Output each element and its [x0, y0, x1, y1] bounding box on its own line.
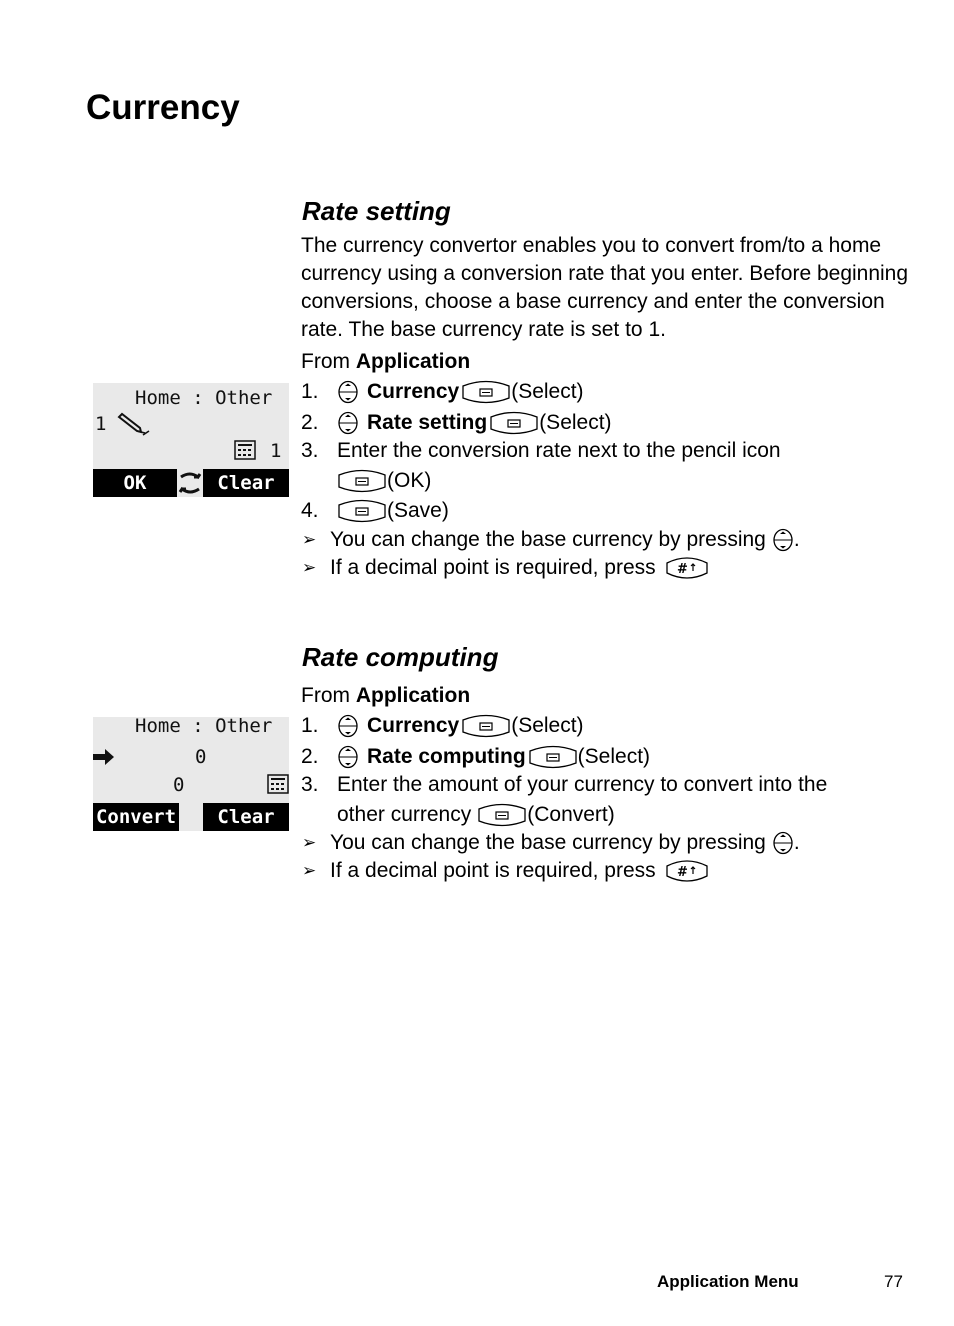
page-title: Currency — [86, 88, 240, 127]
rate-setting-phone-screen — [93, 383, 289, 497]
screen-top-value: 0 — [195, 746, 207, 768]
soft-key-icon — [461, 714, 511, 738]
soft-key-icon — [337, 469, 387, 493]
calculator-icon — [234, 440, 256, 464]
step-suffix: (Convert) — [527, 803, 615, 826]
from-app: Application — [355, 350, 471, 373]
calculator-icon — [267, 774, 289, 798]
rate-setting-step-3 — [301, 437, 781, 465]
note-arrow-icon: ➢ — [302, 558, 317, 577]
rate-computing-from-line — [301, 682, 470, 710]
step-suffix: (Select) — [511, 380, 584, 403]
ok-softkey: OK — [93, 469, 177, 497]
navigation-key-icon — [337, 380, 359, 404]
note-arrow-icon: ➢ — [302, 530, 317, 549]
screen-softkey-bar — [93, 803, 289, 831]
screen-softkey-bar — [93, 469, 289, 497]
rate-computing-note-2 — [302, 857, 710, 885]
step-number: 3. — [301, 439, 319, 462]
step-suffix: (Select) — [577, 745, 651, 768]
rate-setting-step-2 — [301, 409, 612, 437]
soft-key-icon — [489, 411, 539, 435]
step-number: 2. — [301, 411, 319, 434]
convert-softkey: Convert — [93, 803, 179, 831]
step-number: 4. — [301, 499, 319, 522]
screen-header: Home : Other — [135, 387, 273, 409]
screen-right-value: 1 — [270, 440, 282, 462]
clear-softkey: Clear — [203, 469, 289, 497]
footer-section-label: Application Menu — [657, 1272, 799, 1291]
step-suffix: (Select) — [511, 714, 584, 737]
step-label: Currency — [367, 380, 460, 403]
screen-bottom-value: 0 — [173, 774, 185, 796]
note-end: . — [793, 831, 800, 854]
clear-softkey: Clear — [203, 803, 289, 831]
step-label: Rate setting — [367, 411, 488, 434]
step-number: 3. — [301, 773, 319, 796]
step-text: Enter the conversion rate next to the pencil icon — [337, 439, 781, 462]
rate-computing-phone-screen — [93, 717, 289, 831]
note-text: You can change the base currency by pressing — [330, 528, 766, 551]
note-end: . — [793, 528, 800, 551]
step-text-2: other currency — [337, 803, 472, 826]
rate-setting-step-1 — [301, 378, 584, 406]
step-suffix: (OK) — [387, 469, 432, 492]
navigation-key-icon — [337, 745, 359, 769]
step-number: 2. — [301, 745, 319, 768]
navigation-key-icon — [772, 528, 794, 552]
scroll-arrows-icon — [177, 469, 203, 497]
pencil-icon — [115, 411, 151, 441]
rate-setting-note-2 — [302, 554, 710, 582]
rate-setting-heading: Rate setting — [302, 196, 451, 226]
step-number: 1. — [301, 380, 319, 403]
hash-key-icon — [664, 859, 710, 883]
step-label: Rate computing — [367, 745, 526, 768]
page-number: 77 — [884, 1272, 903, 1291]
soft-key-icon — [337, 499, 387, 523]
step-number: 1. — [301, 714, 319, 737]
rate-setting-step-3-cont — [337, 467, 431, 495]
rate-computing-step-2 — [301, 743, 650, 771]
rate-computing-step-1 — [301, 712, 584, 740]
rate-computing-heading: Rate computing — [302, 642, 499, 672]
navigation-key-icon — [337, 714, 359, 738]
rate-setting-step-4 — [301, 497, 449, 525]
rate-computing-step-3 — [301, 771, 827, 799]
rate-setting-from-line — [301, 348, 470, 376]
step-suffix: (Select) — [539, 411, 612, 434]
navigation-key-icon — [772, 831, 794, 855]
arrow-right-icon — [93, 747, 115, 771]
hash-key-icon — [664, 556, 710, 580]
soft-key-icon — [528, 745, 578, 769]
from-prefix: From — [301, 684, 356, 707]
note-text: If a decimal point is required, press — [330, 556, 656, 579]
soft-key-icon — [477, 803, 527, 827]
note-arrow-icon: ➢ — [302, 833, 317, 852]
from-app: Application — [355, 684, 471, 707]
note-text: You can change the base currency by pressing — [330, 831, 766, 854]
soft-key-icon — [461, 380, 511, 404]
step-text: Enter the amount of your currency to convert into the — [337, 773, 828, 796]
step-suffix: (Save) — [387, 499, 449, 522]
screen-header: Home : Other — [135, 715, 273, 737]
step-label: Currency — [367, 714, 460, 737]
rate-computing-step-3-cont — [337, 801, 615, 829]
screen-left-value: 1 — [95, 413, 107, 435]
note-text: If a decimal point is required, press — [330, 859, 656, 882]
rate-computing-note-1 — [302, 829, 800, 857]
from-prefix: From — [301, 350, 356, 373]
rate-setting-note-1 — [302, 526, 800, 554]
navigation-key-icon — [337, 411, 359, 435]
note-arrow-icon: ➢ — [302, 861, 317, 880]
rate-setting-intro: The currency convertor enables you to convert from/to a home currency using a conversion rate that you enter. Before beginning conversions, choose a base currency and enter the conversion rate. The base currency rate is set to 1. — [301, 234, 909, 341]
